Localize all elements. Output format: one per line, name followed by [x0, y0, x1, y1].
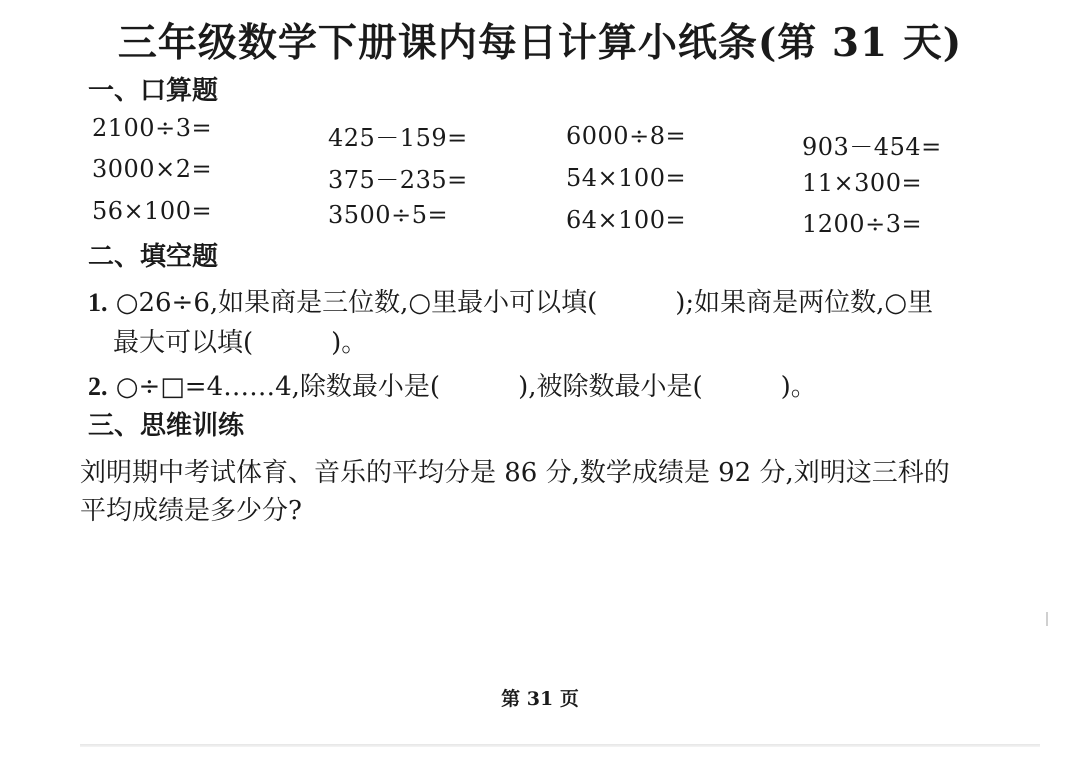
oral-problem: 425－159=: [328, 124, 468, 152]
oral-problem: 64×100=: [566, 206, 687, 234]
question-text: ○÷□=4……4,除数最小是( ),被除数最小是( )。: [115, 372, 817, 402]
fill-question-2: [88, 366, 817, 403]
fill-question-1: [88, 282, 933, 319]
page-title: 三年级数学下册课内每日计算小纸条(第 31 天): [117, 20, 963, 66]
scan-mark: [1046, 612, 1048, 626]
question-number: 1.: [88, 288, 108, 317]
question-number: 2.: [88, 372, 108, 401]
page-number: 第 31 页: [501, 688, 579, 710]
scan-edge-shadow: [80, 744, 1040, 747]
section-heading-oral: 一、口算题: [88, 76, 219, 106]
oral-problem: 375－235=: [328, 166, 468, 194]
oral-problem: 56×100=: [92, 197, 213, 225]
oral-problem: 3000×2=: [92, 155, 213, 183]
section-heading-thinking: 三、思维训练: [88, 411, 245, 441]
question-text: ○26÷6,如果商是三位数,○里最小可以填( );如果商是两位数,○里: [115, 288, 934, 318]
thinking-problem-line: 刘明期中考试体育、音乐的平均分是 86 分,数学成绩是 92 分,刘明这三科的: [80, 458, 950, 488]
fill-question-1-continued: 最大可以填( )。: [113, 328, 368, 358]
oral-problem: 54×100=: [566, 164, 687, 192]
oral-problem: 1200÷3=: [802, 210, 923, 238]
oral-problem: 903－454=: [802, 133, 942, 161]
oral-problem: 3500÷5=: [328, 201, 449, 229]
oral-problem: 2100÷3=: [92, 114, 213, 142]
thinking-problem-line: 平均成绩是多少分?: [80, 496, 302, 526]
oral-problem: 6000÷8=: [566, 122, 687, 150]
section-heading-fill: 二、填空题: [88, 242, 219, 272]
oral-problem: 11×300=: [802, 169, 923, 197]
